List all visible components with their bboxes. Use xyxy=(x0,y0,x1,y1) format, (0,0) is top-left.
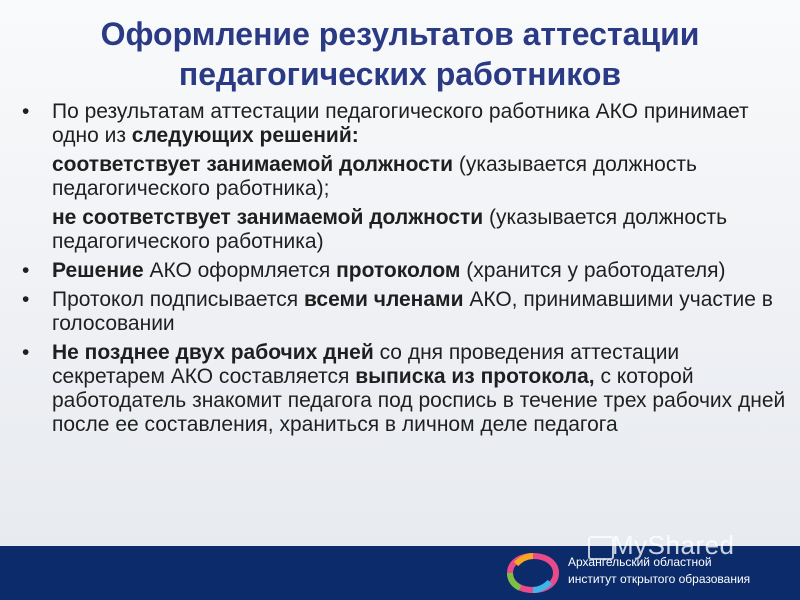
sub-item-conforms: соответствует занимаемой должности (указывается должность педагогического работника); xyxy=(52,153,697,200)
bullet-icon: • xyxy=(22,259,30,282)
slide-title xyxy=(0,14,800,94)
bullet-item-protocol: • Решение АКО оформляется протоколом (хранится у работодателя) xyxy=(22,259,726,282)
institute-logo-icon xyxy=(506,552,560,594)
bullet-item-signed: • Протокол подписывается всеми членами АКО, принимавшими участие в голосовании xyxy=(22,288,773,335)
title-line-2: педагогических работников xyxy=(178,56,622,92)
bullet-icon: • xyxy=(22,341,30,364)
watermark-icon xyxy=(588,536,614,560)
watermark-text: MyShared xyxy=(612,530,735,560)
slide-content xyxy=(18,100,788,442)
title-line-1: Оформление результатов аттестации xyxy=(100,16,700,52)
bullet-item-extract: • Не позднее двух рабочих дней со дня проведения аттестации секретарем АКО составляется выписка из протокола, с которой работодатель знакомит педагога под роспись в течение трех рабочих дней после ее составления, храниться в личном деле педагога xyxy=(22,341,786,436)
sub-item-not-conforms: не соответствует занимаемой должности (указывается должность педагогического работника) xyxy=(52,206,728,253)
bullet-item-decisions: • По результатам аттестации педагогического работника АКО принимает одно из следующих решений: xyxy=(22,100,749,147)
bullet-icon: • xyxy=(22,288,30,311)
institute-name: Архангельский областной институт открытого образования xyxy=(568,555,751,586)
bullet-icon: • xyxy=(22,100,30,123)
